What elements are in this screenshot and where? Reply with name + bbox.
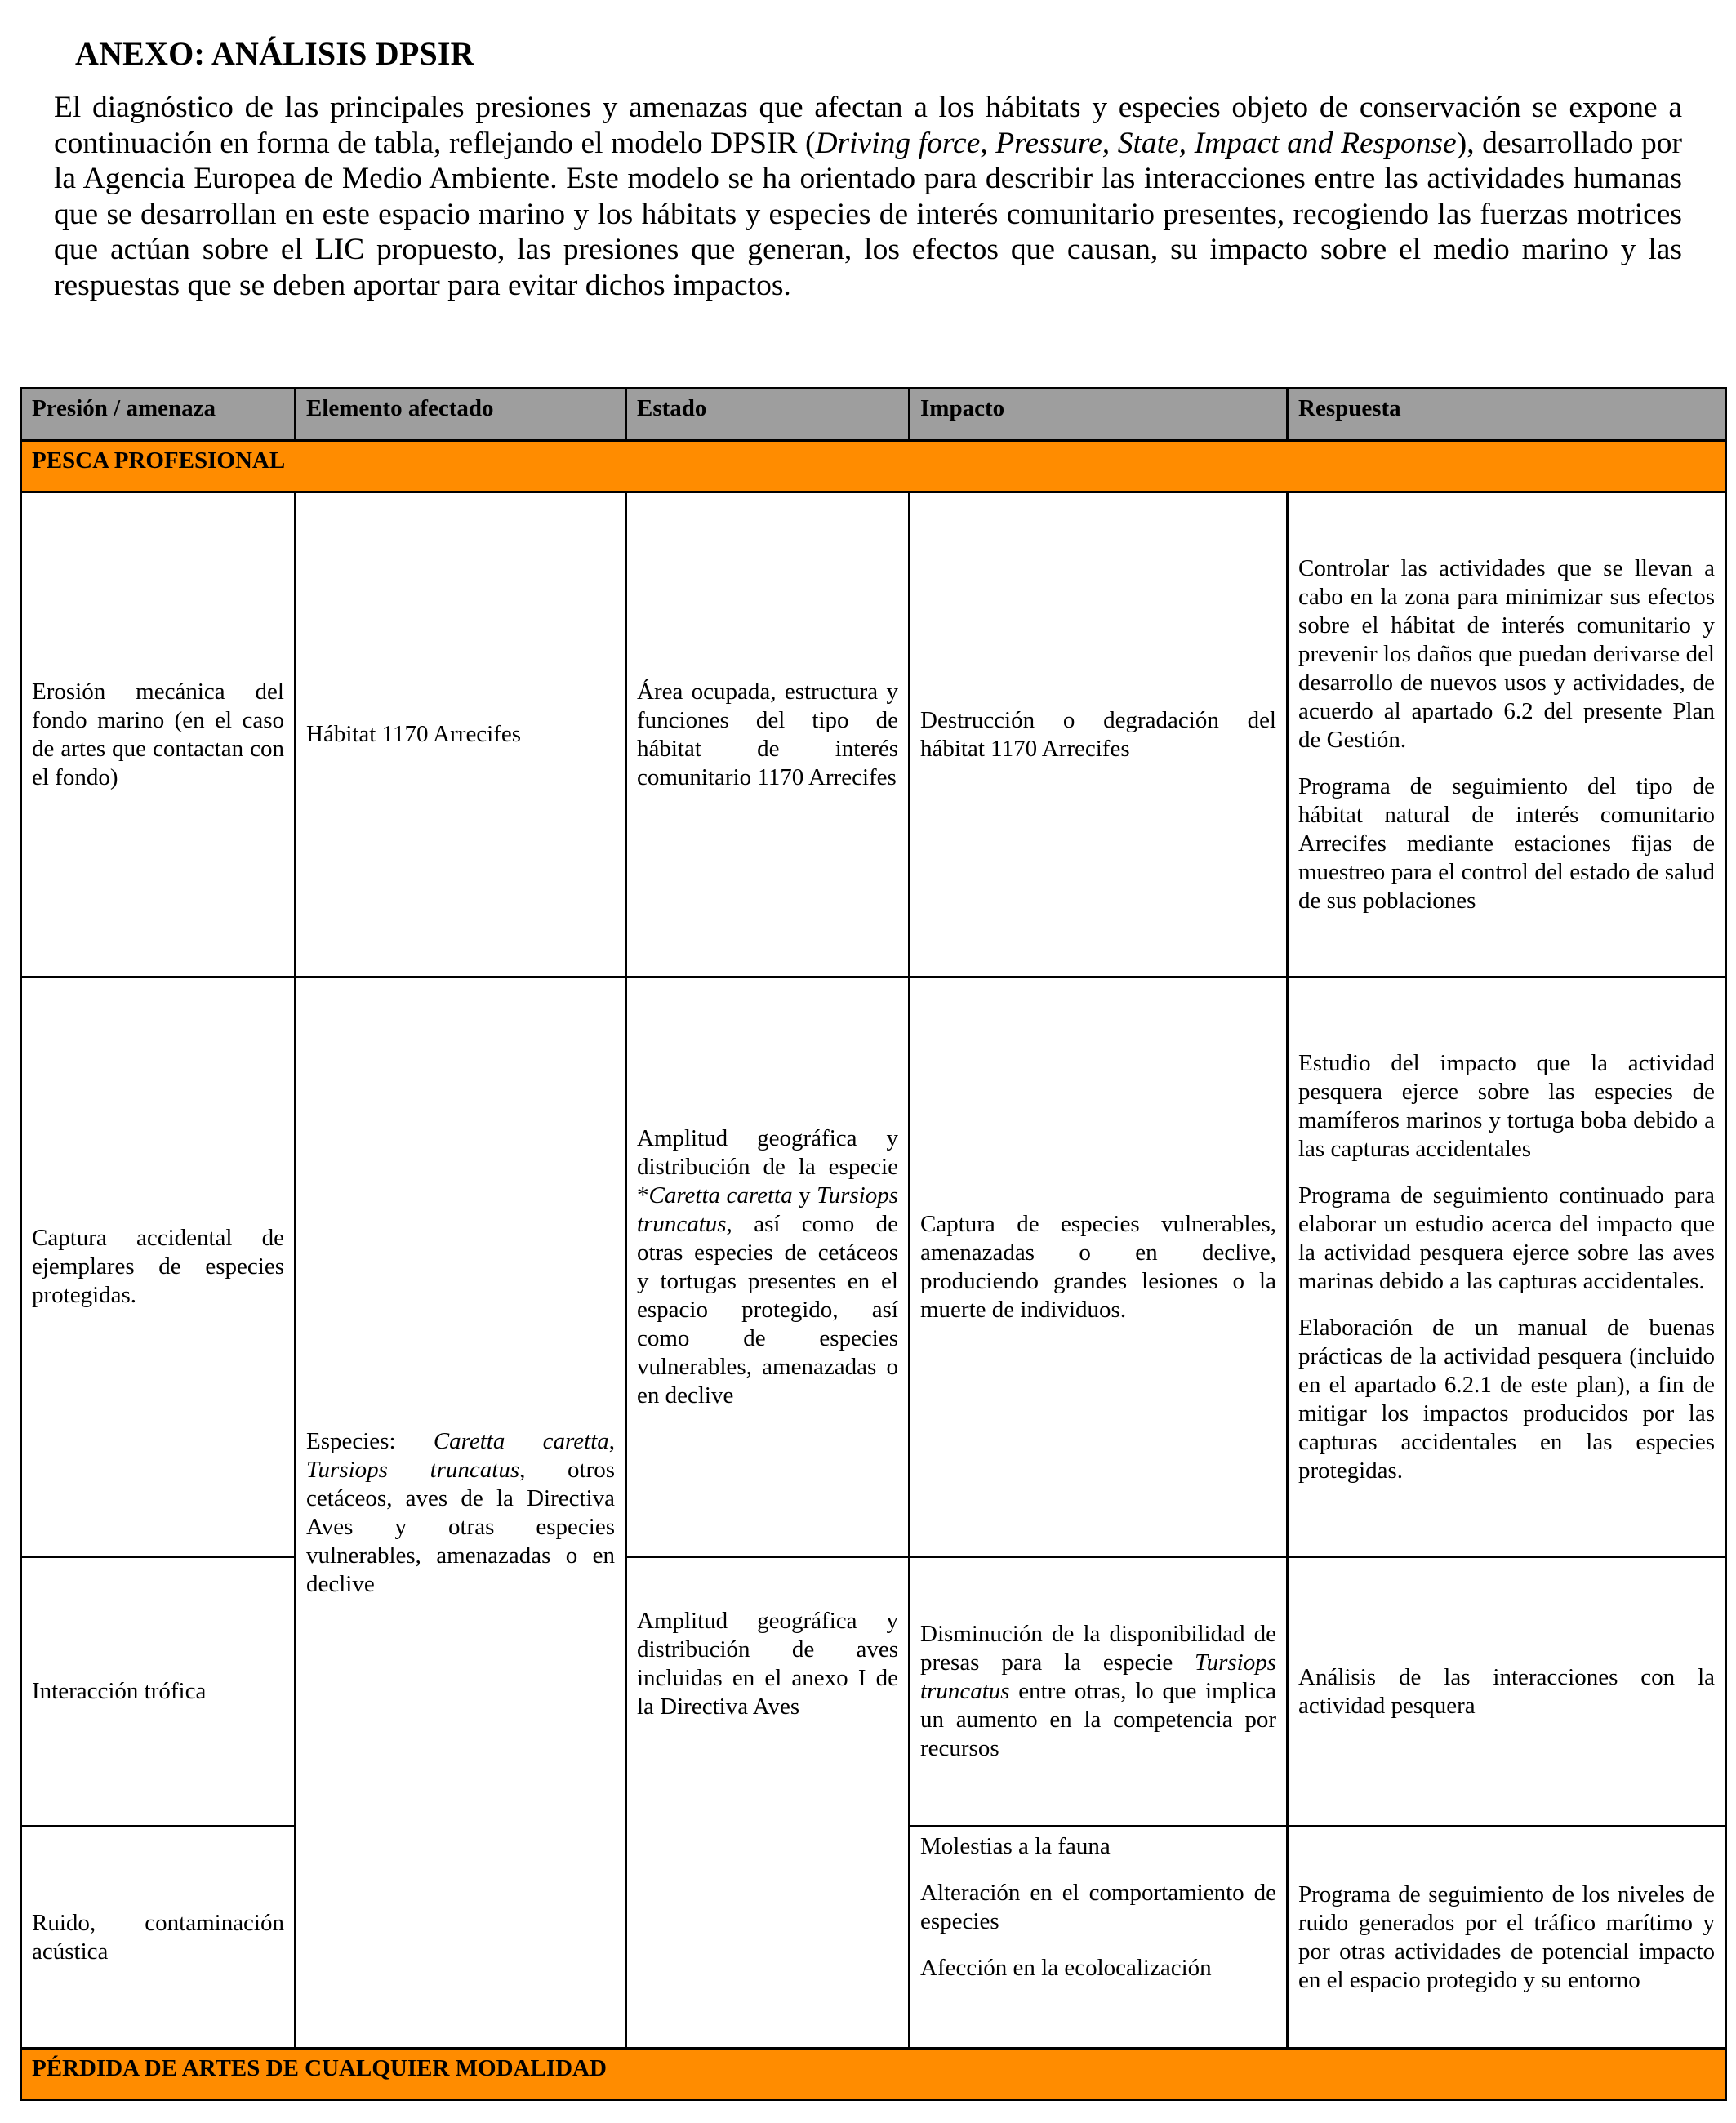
cell-impacto <box>910 1557 1288 1827</box>
impacto-paragraph: Afección en la ecolocalización <box>920 1955 1212 1981</box>
cell-presion: Captura accidental de ejemplares de especies protegidas. <box>21 977 296 1557</box>
section-perdida-de-artes: PÉRDIDA DE ARTES DE CUALQUIER MODALIDAD <box>21 2049 1726 2100</box>
section-row <box>21 2049 1726 2100</box>
italic-span: Tursiops truncatus, <box>637 1182 899 1237</box>
cell-estado <box>626 977 910 1557</box>
page-title: ANEXO: ANÁLISIS DPSIR <box>75 35 474 72</box>
respuesta-paragraph: Estudio del impacto que la actividad pesquera ejerce sobre las especies de mamíferos marinos y tortuga boba debido a las capturas accidentales <box>1298 1049 1715 1162</box>
text-span: , otros cetáceos, aves de la Directiva Aves y otras especies vulnerables, amenazadas o en declive <box>306 1456 615 1597</box>
table-header-row <box>21 389 1726 441</box>
italic-span: Caretta caretta <box>433 1427 609 1454</box>
cell-presion: Erosión mecánica del fondo marino (en el caso de artes que contactan con el fondo) <box>21 492 296 977</box>
impacto-paragraph: Molestias a la fauna <box>920 1833 1111 1859</box>
intro-italic: Driving force, Pressure, State, Impact and Response <box>815 126 1457 160</box>
table-row <box>21 492 1726 977</box>
table-row <box>21 1557 1726 1827</box>
text-span: Amplitud geográfica y distribución de la especie * <box>637 1124 898 1208</box>
cell-presion: Interacción trófica <box>21 1557 296 1827</box>
table-row <box>21 977 1726 1557</box>
intro-text-1: El diagnóstico de las principales presiones y amenazas que afectan a los hábitats y especies objeto de conservación se expone a continuación en forma de tabla, reflejando el modelo DPSIR ( <box>54 91 1682 160</box>
cell-respuesta: Programa de seguimiento de los niveles de ruido generados por el tráfico marítimo y por otras actividades de potencial impacto en el espacio protegido y su entorno <box>1288 1827 1726 2049</box>
header-impacto: Impacto <box>910 389 1288 441</box>
header-estado: Estado <box>626 389 910 441</box>
respuesta-paragraph: Controlar las actividades que se llevan a cabo en la zona para minimizar sus efectos sobre el hábitat de interés comunitario y prevenir los daños que puedan derivarse del desarrollo de nuevos usos y actividades, de acuerdo al apartado 6.2 del presente Plan de Gestión. <box>1298 554 1715 753</box>
cell-presion: Ruido, contaminación acústica <box>21 1827 296 2049</box>
italic-span: Tursiops truncatus <box>920 1649 1276 1704</box>
header-elemento: Elemento afectado <box>296 389 626 441</box>
text-span: entre otras, lo que implica un aumento en la competencia por recursos <box>920 1678 1276 1761</box>
cell-respuesta <box>1288 492 1726 977</box>
intro-text-2: ), desarrollado por la Agencia Europea de Medio Ambiente. Este modelo se ha orientado para describir las interacciones entre las actividades humanas que se desarrollan en este espacio marino y los hábitats y especies de interés comunitario presentes, recogiendo las fuerzas motrices que actúan sobre el LIC propuesto, las presiones que generan, los efectos que causan, su impacto sobre el medio marino y las respuestas que se deben aportar para evitar dichos impactos. <box>54 126 1682 302</box>
text-span: así como de otras especies de cetáceos y tortugas presentes en el espacio protegido, así como de especies vulnerables, amenazadas o en declive <box>637 1210 898 1409</box>
cell-respuesta: Análisis de las interacciones con la actividad pesquera <box>1288 1557 1726 1827</box>
dpsir-table <box>20 387 1727 2101</box>
intro-paragraph <box>54 90 1682 303</box>
header-presion: Presión / amenaza <box>21 389 296 441</box>
section-pesca-profesional: PESCA PROFESIONAL <box>21 441 1726 492</box>
cell-elemento: Hábitat 1170 Arrecifes <box>296 492 626 977</box>
impacto-paragraph: Alteración en el comportamiento de especies <box>920 1880 1276 1934</box>
respuesta-paragraph: Programa de seguimiento del tipo de hábitat natural de interés comunitario Arrecifes mediante estaciones fijas de muestreo para el control del estado de salud de sus poblaciones <box>1298 772 1715 914</box>
italic-span: Tursiops truncatus <box>306 1456 520 1483</box>
section-row <box>21 441 1726 492</box>
cell-elemento <box>296 977 626 2049</box>
text-span: Especies: <box>306 1427 434 1454</box>
respuesta-paragraph: Elaboración de un manual de buenas prácticas de la actividad pesquera (incluido en el apartado 6.2.1 de este plan), a fin de mitigar los impactos producidos por las capturas accidentales en las especies protegidas. <box>1298 1314 1715 1484</box>
text-span: y <box>792 1182 817 1208</box>
text-span: , <box>608 1427 615 1454</box>
header-respuesta: Respuesta <box>1288 389 1726 441</box>
cell-estado: Amplitud geográfica y distribución de aves incluidas en el anexo I de la Directiva Aves <box>626 1557 910 2049</box>
cell-respuesta <box>1288 977 1726 1557</box>
italic-span: Caretta caretta <box>648 1182 793 1208</box>
cell-impacto <box>910 1827 1288 2049</box>
cell-impacto: Destrucción o degradación del hábitat 1170 Arrecifes <box>910 492 1288 977</box>
cell-impacto: Captura de especies vulnerables, amenazadas o en declive, produciendo grandes lesiones o la muerte de individuos. <box>910 977 1288 1557</box>
text-span: Disminución de la disponibilidad de presas para la especie <box>920 1621 1276 1676</box>
respuesta-paragraph: Programa de seguimiento continuado para elaborar un estudio acerca del impacto que la actividad pesquera ejerce sobre las aves marinas debido a las capturas accidentales. <box>1298 1182 1715 1294</box>
cell-estado: Área ocupada, estructura y funciones del tipo de hábitat de interés comunitario 1170 Arrecifes <box>626 492 910 977</box>
